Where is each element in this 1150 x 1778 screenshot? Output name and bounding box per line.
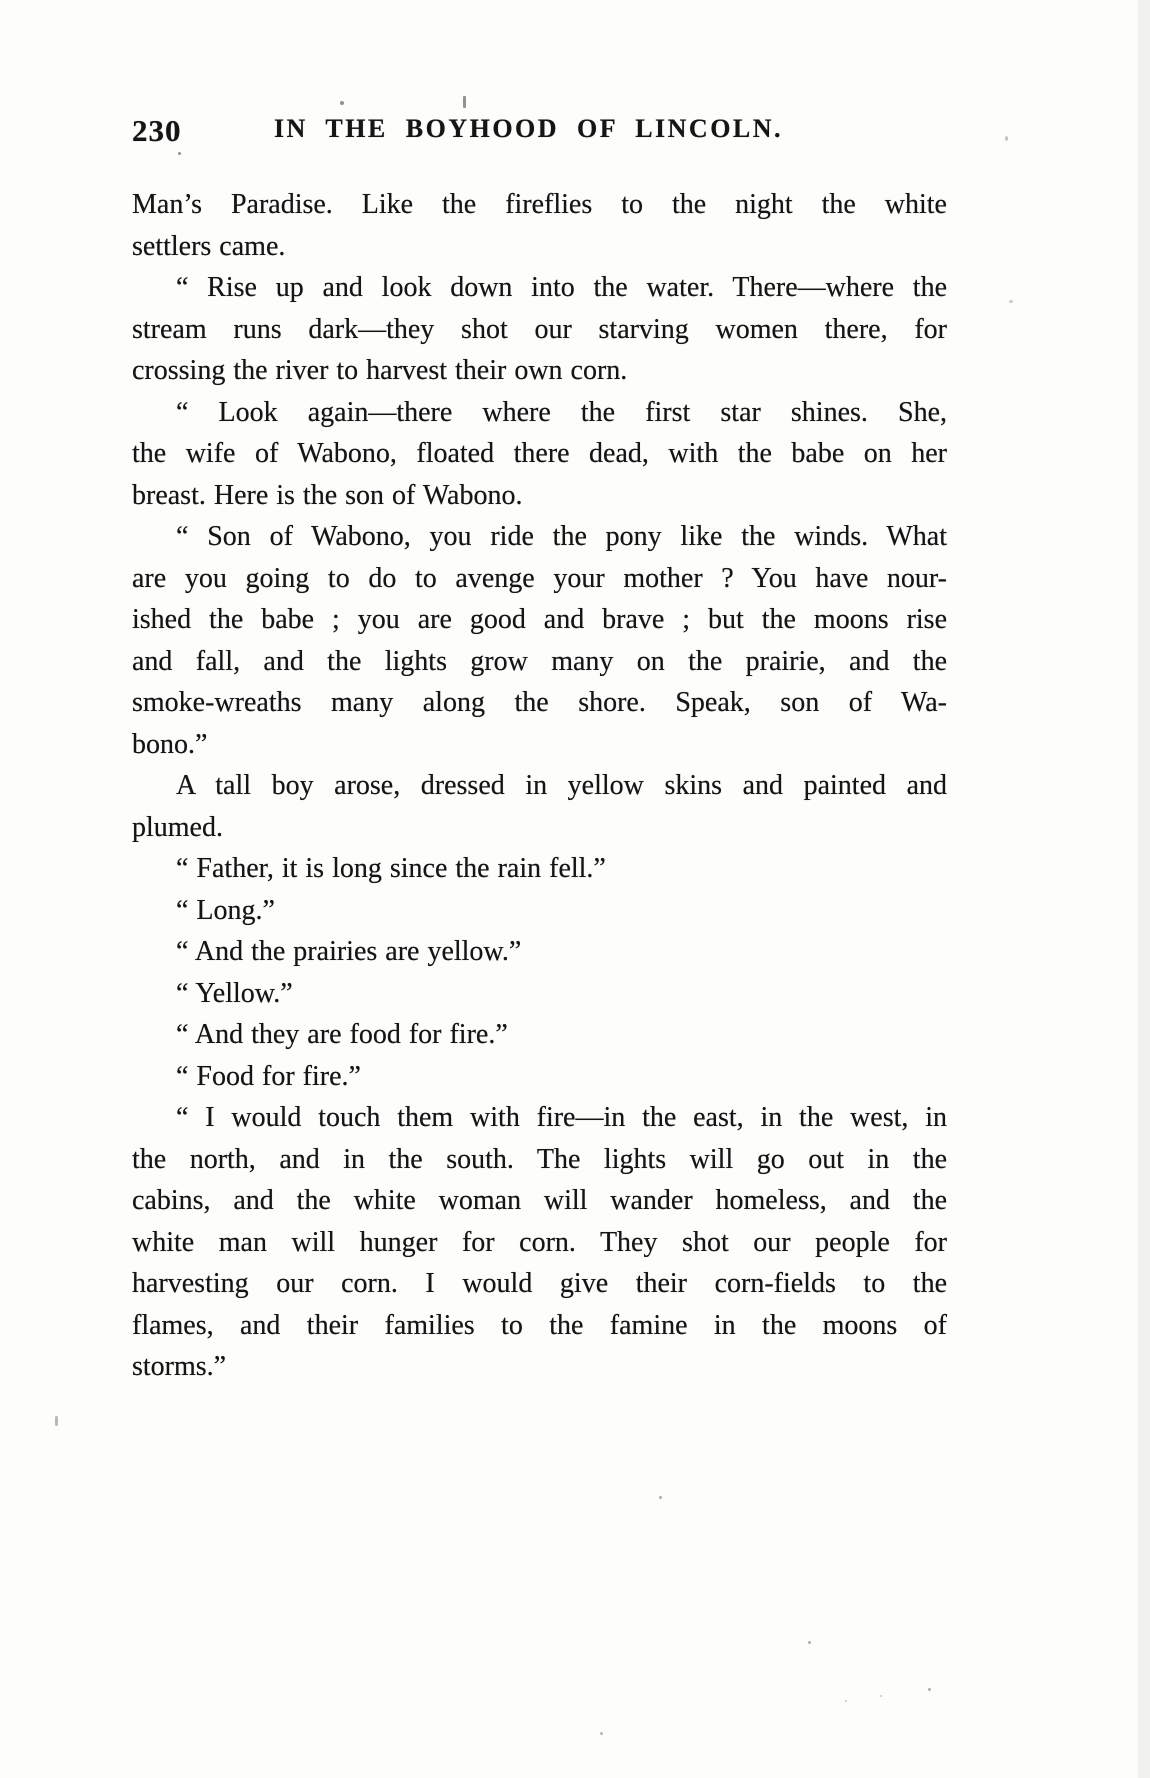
page-header [132,110,947,154]
text-line: crossing the river to harvest their own corn. [132,355,628,386]
text-line: plumed. [132,811,223,843]
text-line: “ Father, it is long since the rain fell.” [176,853,606,884]
paragraph [132,848,947,890]
scan-speck [1005,136,1008,141]
scan-speck [880,1695,882,1697]
scan-speck [463,96,466,108]
paragraph [132,1014,947,1056]
paragraph [132,1056,947,1098]
scan-streak [1138,0,1150,1778]
paragraph [132,765,947,848]
running-header: IN THE BOYHOOD OF LINCOLN. [273,114,784,143]
paragraph [132,184,947,267]
scan-speck [178,152,181,155]
text-line: cabins, and the white woman will wander homeless, and the [132,1185,947,1216]
scan-speck [600,1732,603,1735]
paragraph [132,1097,947,1388]
text-line: “ Look again—there where the first star shines. She, [176,396,947,428]
text-line: harvesting our corn. I would give their corn-fields to the [132,1268,947,1299]
paragraph [132,931,947,973]
text-line: A tall boy arose, dressed in yellow skins and painted and [176,770,947,801]
scan-speck [1009,300,1013,303]
paragraph [132,267,947,392]
paragraph [132,392,947,517]
text-line: “ I would touch them with fire—in the east, in the west, in [176,1102,947,1133]
text-line: storms.” [132,1351,227,1382]
text-line: “ Yellow.” [176,977,293,1009]
text-line: and fall, and the lights grow many on the prairie, and the [132,645,947,677]
text-line: the wife of Wabono, floated there dead, with the babe on her [132,438,947,469]
paragraph [132,516,947,765]
scan-speck [659,1496,662,1499]
scan-speck [340,101,344,105]
text-line: flames, and their families to the famine in the moons of [132,1309,947,1341]
text-line: “ And they are food for fire.” [176,1019,508,1050]
text-line: smoke-wreaths many along the shore. Speak, son of Wa- [132,687,947,718]
text-line: “ And the prairies are yellow.” [176,936,522,967]
text-line: “ Son of Wabono, you ride the pony like the winds. What [176,521,947,552]
paragraph [132,890,947,932]
scan-speck [845,1700,847,1702]
text-line: white man will hunger for corn. They shot our people for [132,1226,947,1258]
text-line: “ Food for fire.” [176,1060,361,1092]
text-line: “ Long.” [176,894,275,926]
text-line: settlers came. [132,230,286,262]
text-line: bono.” [132,728,208,760]
scan-speck [808,1641,811,1644]
text-line: ished the babe ; you are good and brave ; but the moons rise [132,604,947,635]
text-line: the north, and in the south. The lights will go out in the [132,1143,947,1175]
page-number: 230 [132,113,182,148]
scan-speck [928,1688,931,1691]
paragraph [132,973,947,1015]
scan-speck [55,1416,58,1426]
text-line: stream runs dark—they shot our starving women there, for [132,313,947,345]
text-line: Man’s Paradise. Like the fireflies to the night the white [132,189,947,220]
text-line: “ Rise up and look down into the water. There—where the [176,272,947,303]
text-line: breast. Here is the son of Wabono. [132,479,523,511]
page-text [132,184,947,1388]
text-line: are you going to do to avenge your mother ? You have nour- [132,562,947,594]
